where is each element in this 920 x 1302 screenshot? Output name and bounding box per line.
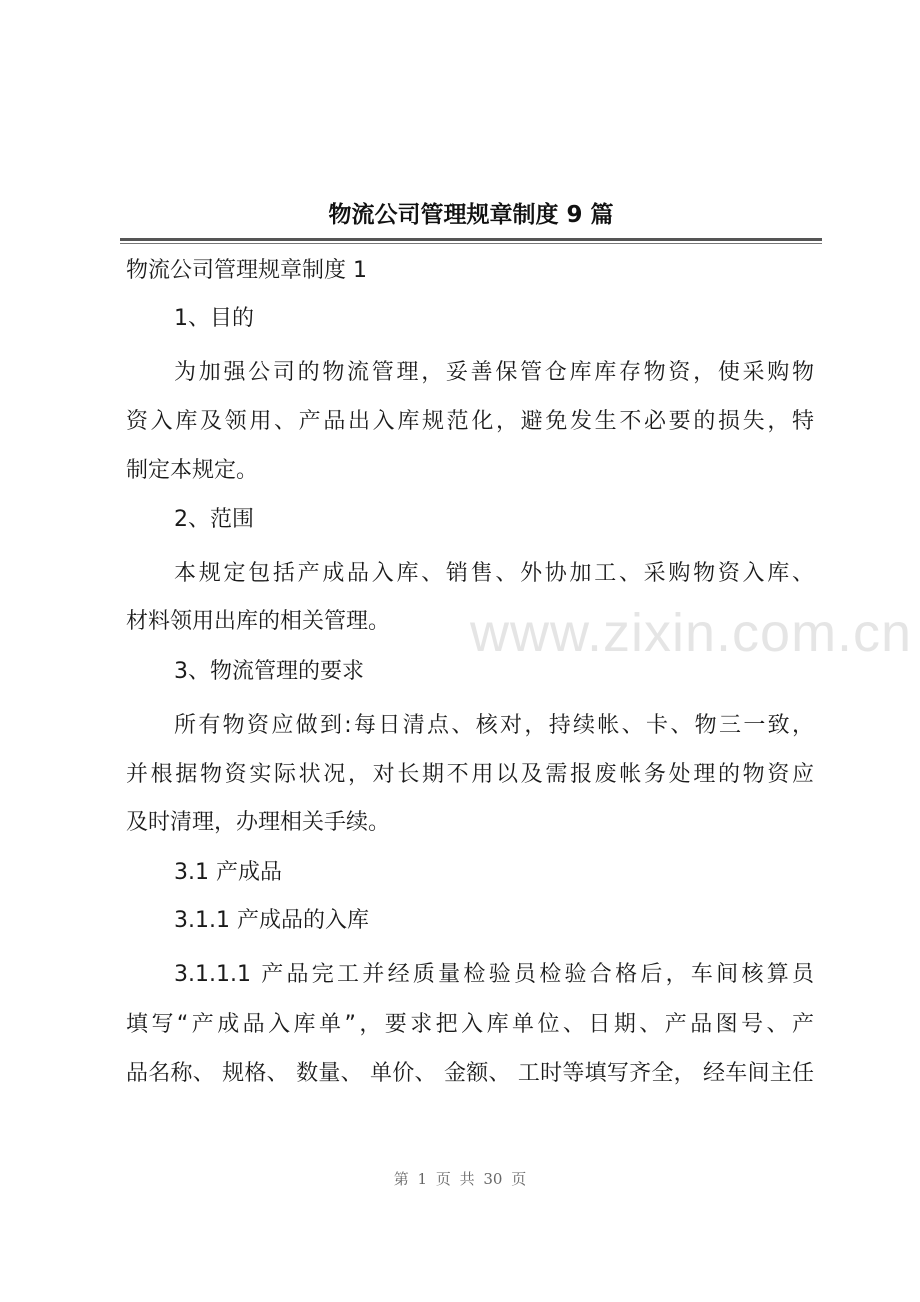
subheading-requirements: 3、物流管理的要求 bbox=[174, 659, 364, 684]
paragraph-line: 3.1.1.1 产品完工并经质量检验员检验合格后，车间核算员 bbox=[174, 962, 814, 987]
paragraph-line: 资入库及领用、产品出入库规范化，避免发生不必要的损失，特 bbox=[126, 409, 814, 434]
title-divider bbox=[120, 238, 822, 244]
divider-thick-line bbox=[120, 238, 822, 241]
paragraph-line: 及时清理，办理相关手续。 bbox=[126, 810, 391, 835]
paragraph-line: 材料领用出库的相关管理。 bbox=[126, 609, 391, 634]
paragraph-line: 所有物资应做到:每日清点、核对，持续帐、卡、物三一致， bbox=[174, 713, 814, 738]
page-footer: 第 1 页 共 30 页 bbox=[393, 1170, 527, 1188]
document-title: 物流公司管理规章制度 9 篇 bbox=[328, 202, 614, 228]
paragraph-line: 为加强公司的物流管理，妥善保管仓库库存物资，使采购物 bbox=[174, 360, 814, 385]
divider-thin-line bbox=[120, 243, 822, 244]
paragraph-line: 填写“产成品入库单”，要求把入库单位、日期、产品图号、产 bbox=[126, 1012, 814, 1037]
paragraph-line: 品名称、 规格、 数量、 单价、 金额、 工时等填写齐全， 经车间主任 bbox=[126, 1061, 814, 1086]
subheading-finished-goods: 3.1 产成品 bbox=[174, 860, 282, 885]
subheading-purpose: 1、目的 bbox=[174, 306, 254, 331]
subheading-scope: 2、范围 bbox=[174, 507, 254, 532]
section-heading: 物流公司管理规章制度 1 bbox=[126, 258, 367, 283]
paragraph-line: 制定本规定。 bbox=[126, 458, 259, 483]
subheading-finished-goods-inbound: 3.1.1 产成品的入库 bbox=[174, 908, 369, 933]
paragraph-line: 并根据物资实际状况，对长期不用以及需报废帐务处理的物资应 bbox=[126, 762, 814, 787]
paragraph-line: 本规定包括产成品入库、销售、外协加工、采购物资入库、 bbox=[174, 561, 814, 586]
watermark: www.zixin.com.cn bbox=[470, 603, 913, 663]
